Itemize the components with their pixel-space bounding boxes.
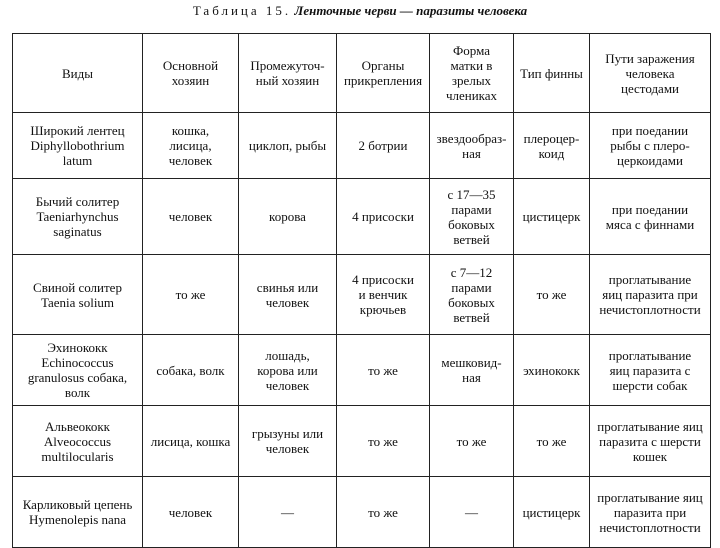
tapeworms-table xyxy=(12,33,711,548)
cell-line: то же xyxy=(456,433,487,449)
cell-line: человек xyxy=(168,153,213,168)
cell-line: Пути заражения xyxy=(605,50,695,66)
cell-line: Hymenolepis nana xyxy=(28,512,127,527)
cell-line: то же xyxy=(536,287,567,302)
cell-infection-route xyxy=(590,255,711,335)
cell-line: корова xyxy=(269,209,306,224)
cell-line: ная xyxy=(462,370,481,385)
cell-line: цистицерк xyxy=(522,504,581,520)
cell-definitive-host xyxy=(143,335,239,406)
cell-line: шерсти собак xyxy=(612,377,688,393)
cell-line: волк xyxy=(64,385,91,400)
cell-line: Taeniarhynchus xyxy=(36,209,119,224)
cell-line: крючьев xyxy=(359,302,407,317)
cell-line: 2 ботрии xyxy=(358,138,408,153)
cell-line: матки в xyxy=(450,58,493,73)
cell-line: плероцер- xyxy=(523,130,580,146)
cell-line: коид xyxy=(538,145,565,161)
cell-larva-type xyxy=(514,406,590,477)
cell-line: кошек xyxy=(632,448,668,464)
table-row xyxy=(13,406,711,477)
table-row xyxy=(13,335,711,406)
cell-line: циклоп, рыбы xyxy=(248,138,327,153)
cell-line: Органы xyxy=(361,58,405,73)
cell-line: Echinococcus xyxy=(41,355,114,370)
cell-line: ветвей xyxy=(453,309,490,325)
cell-line: кошка, xyxy=(171,123,210,138)
cell-species xyxy=(13,406,143,477)
cell-line: Taenia solium xyxy=(40,294,115,310)
cell-line: то же xyxy=(368,362,398,378)
table-body xyxy=(13,113,711,548)
cell-line: granulosus собака, xyxy=(27,370,128,385)
cell-line: проглатывание яиц xyxy=(597,418,703,434)
cell-line: Тип финны xyxy=(520,65,583,81)
cell-line: Бычий солитер xyxy=(35,194,120,209)
cell-line: грызуны или xyxy=(251,426,324,441)
cell-line: при поедании xyxy=(611,123,689,138)
header-cell-larva-type xyxy=(514,34,590,113)
cell-line: — xyxy=(465,504,478,520)
cell-line: корова или xyxy=(257,362,318,378)
cell-line: Виды xyxy=(62,65,93,81)
cell-intermediate-host xyxy=(239,113,337,179)
cell-line: человека xyxy=(625,65,675,81)
header-row xyxy=(13,34,711,113)
cell-line: то же xyxy=(175,287,206,302)
header-cell-uterus-form xyxy=(430,34,514,113)
cell-line: боковых xyxy=(448,294,495,310)
header-cell-infection-route xyxy=(590,34,711,113)
cell-line: яиц паразита при xyxy=(602,287,698,302)
cell-line: то же xyxy=(368,433,398,449)
cell-definitive-host xyxy=(143,477,239,548)
cell-larva-type xyxy=(514,179,590,255)
cell-line: 4 присоски xyxy=(352,272,414,287)
cell-line: человек xyxy=(168,209,213,224)
cell-line: то же xyxy=(536,433,567,449)
cell-line: прикрепления xyxy=(343,73,423,88)
cell-line: члениках xyxy=(445,88,498,103)
cell-infection-route xyxy=(590,335,711,406)
table-caption xyxy=(0,2,720,20)
cell-line: боковых xyxy=(448,216,495,232)
cell-line: парами xyxy=(451,279,492,295)
table-caption-label: Таблица 15. xyxy=(192,3,292,18)
cell-line: церкоидами xyxy=(617,153,683,168)
cell-uterus-form xyxy=(430,113,514,179)
cell-larva-type xyxy=(514,335,590,406)
cell-line: хозяин xyxy=(171,73,210,88)
cell-line: человек xyxy=(265,294,310,310)
table-row xyxy=(13,179,711,255)
table-row xyxy=(13,113,711,179)
cell-line: мяса с финнами xyxy=(605,216,695,232)
cell-uterus-form xyxy=(430,255,514,335)
cell-attachment-organs xyxy=(337,335,430,406)
cell-line: парами xyxy=(451,201,492,217)
cell-line: проглатывание xyxy=(608,347,692,363)
cell-line: с 17—35 xyxy=(447,186,496,202)
cell-intermediate-host xyxy=(239,406,337,477)
cell-uterus-form xyxy=(430,406,514,477)
cell-definitive-host xyxy=(143,255,239,335)
cell-attachment-organs xyxy=(337,113,430,179)
cell-infection-route xyxy=(590,113,711,179)
cell-line: с 7—12 xyxy=(450,264,493,280)
cell-species xyxy=(13,113,143,179)
cell-larva-type xyxy=(514,255,590,335)
cell-attachment-organs xyxy=(337,179,430,255)
cell-larva-type xyxy=(514,113,590,179)
cell-line: — xyxy=(281,504,294,520)
cell-infection-route xyxy=(590,179,711,255)
cell-uterus-form xyxy=(430,477,514,548)
cell-line: свинья или xyxy=(256,279,319,295)
cell-definitive-host xyxy=(143,113,239,179)
cell-uterus-form xyxy=(430,179,514,255)
cell-species xyxy=(13,477,143,548)
header-cell-intermediate-host xyxy=(239,34,337,113)
cell-infection-route xyxy=(590,406,711,477)
cell-larva-type xyxy=(514,477,590,548)
cell-definitive-host xyxy=(143,406,239,477)
cell-intermediate-host xyxy=(239,335,337,406)
cell-line: нечистоплотности xyxy=(599,302,701,317)
table-row xyxy=(13,477,711,548)
cell-line: Форма xyxy=(453,43,490,58)
cell-line: лошадь, xyxy=(265,347,310,363)
cell-species xyxy=(13,335,143,406)
cell-intermediate-host xyxy=(239,179,337,255)
cell-line: паразита с шерсти xyxy=(599,433,701,449)
cell-line: цистицерк xyxy=(522,209,581,224)
cell-line: проглатывание xyxy=(608,272,692,287)
cell-line: звездообраз- xyxy=(436,130,507,146)
header-cell-attachment-organs xyxy=(337,34,430,113)
cell-line: проглатывание яиц xyxy=(597,489,703,505)
cell-line: и венчик xyxy=(358,287,408,302)
table-caption-title: Ленточные черви — паразиты человека xyxy=(294,3,528,18)
cell-line: мешковид- xyxy=(441,355,502,370)
table-row xyxy=(13,255,711,335)
cell-line: человек xyxy=(265,377,310,393)
table-header xyxy=(13,34,711,113)
cell-species xyxy=(13,255,143,335)
cell-line: Alveococcus xyxy=(43,433,112,449)
cell-infection-route xyxy=(590,477,711,548)
cell-line: ная xyxy=(462,145,481,161)
cell-line: эхинококк xyxy=(523,362,580,378)
cell-line: ный хозяин xyxy=(255,73,320,88)
cell-line: паразита при xyxy=(613,504,687,520)
cell-line: Эхинококк xyxy=(47,340,108,355)
cell-line: multilocularis xyxy=(41,448,114,464)
cell-line: лисица, xyxy=(169,138,212,153)
cell-line: собака, волк xyxy=(156,362,225,378)
header-cell-species xyxy=(13,34,143,113)
header-cell-definitive-host xyxy=(143,34,239,113)
cell-line: рыбы с плеро- xyxy=(610,138,690,153)
cell-line: Промежуточ- xyxy=(250,58,325,73)
cell-line: ветвей xyxy=(453,231,490,247)
cell-line: цестодами xyxy=(620,80,680,96)
cell-line: 4 присоски xyxy=(352,209,414,224)
cell-line: нечистоплотности xyxy=(599,519,701,535)
cell-uterus-form xyxy=(430,335,514,406)
cell-line: Карликовый цепень xyxy=(22,497,133,512)
cell-line: человек xyxy=(265,441,310,456)
cell-line: яиц паразита с xyxy=(609,362,691,378)
cell-line: Основной xyxy=(162,58,219,73)
cell-line: при поедании xyxy=(611,201,689,217)
cell-line: то же xyxy=(368,504,398,520)
cell-line: Альвеококк xyxy=(45,418,110,434)
cell-line: Широкий лентец xyxy=(30,123,125,138)
cell-intermediate-host xyxy=(239,255,337,335)
cell-attachment-organs xyxy=(337,477,430,548)
cell-attachment-organs xyxy=(337,255,430,335)
cell-attachment-organs xyxy=(337,406,430,477)
cell-species xyxy=(13,179,143,255)
cell-line: человек xyxy=(168,504,213,520)
cell-line: Diphyllobothrium xyxy=(30,138,125,153)
cell-line: Свиной солитер xyxy=(33,279,122,295)
cell-line: saginatus xyxy=(53,224,102,239)
cell-definitive-host xyxy=(143,179,239,255)
cell-line: зрелых xyxy=(451,73,492,88)
cell-line: latum xyxy=(62,153,93,168)
cell-line: лисица, кошка xyxy=(150,433,231,449)
cell-intermediate-host xyxy=(239,477,337,548)
